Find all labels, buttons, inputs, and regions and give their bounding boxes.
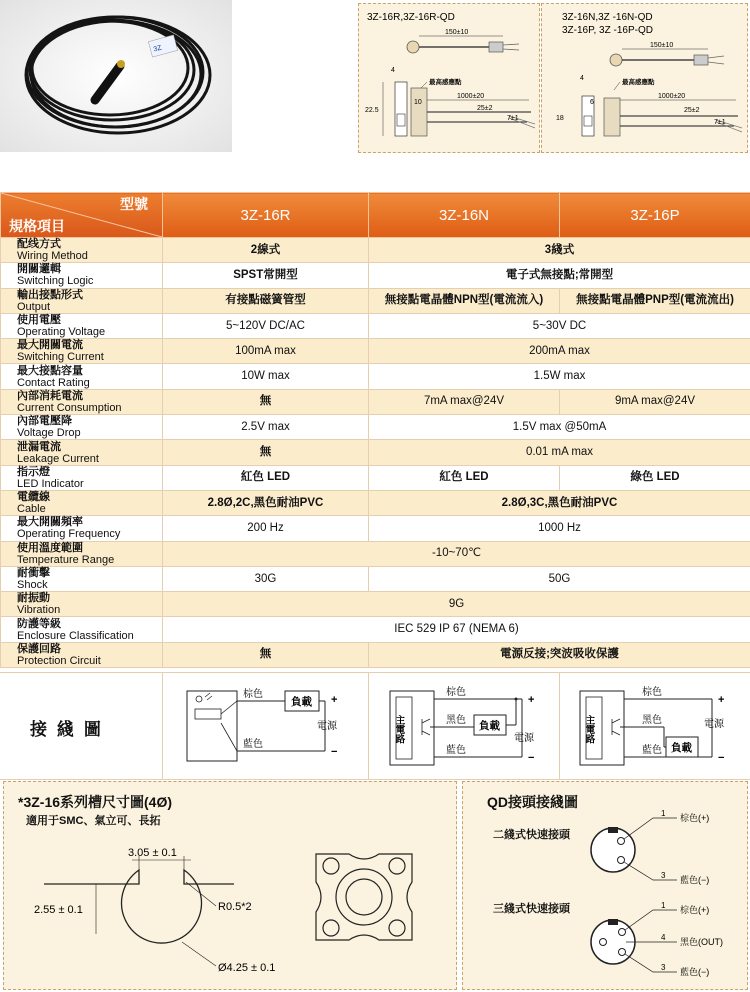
qd3-pin1-label: 棕色(+) — [680, 905, 710, 915]
model-header-r: 3Z-16R — [163, 193, 369, 238]
qd2-pin1-num: 1 — [661, 809, 666, 818]
n-minus-label: − — [528, 752, 535, 764]
panel-np-title-1: 3Z-16N,3Z -16N-QD — [562, 12, 653, 23]
row-label-zh: 內部電壓降 — [17, 415, 72, 428]
panel-r-max-sense: 最高感應點 — [429, 79, 462, 86]
cell-p: 綠色 LED — [560, 465, 750, 490]
table-row — [1, 364, 750, 389]
panel-np-dim-6: 6 — [590, 99, 594, 106]
cell-np: 3綫式 — [369, 238, 750, 263]
cell-n: 7mA max@24V — [369, 389, 560, 414]
cell-r: 無 — [163, 642, 369, 667]
row-label-zh: 防護等級 — [17, 617, 61, 630]
row-label-zh: 最大開關頻率 — [17, 516, 83, 529]
row-label-en: Contact Rating — [17, 376, 90, 389]
panel-np-title-2: 3Z-16P, 3Z -16P-QD — [562, 25, 653, 36]
wiring-diagram-row — [0, 672, 750, 780]
row-label-en: Current Consumption — [17, 401, 122, 414]
groove-dim-dia: Ø4.25 ± 0.1 — [218, 962, 276, 974]
row-label-zh: 耐振動 — [17, 592, 50, 605]
row-label-zh: 輸出接點形式 — [17, 288, 83, 301]
cell-np: 2.8Ø,3C,黑色耐油PVC — [369, 490, 750, 515]
qd2-pin3-num: 3 — [661, 871, 666, 880]
cell-r: 100mA max — [163, 339, 369, 364]
cell-np: 電子式無接點;常開型 — [369, 263, 750, 288]
row-label-zh: 最大接點容量 — [17, 364, 83, 377]
cell-all: -10~70℃ — [163, 541, 750, 566]
row-label-en: Protection Circuit — [17, 654, 101, 667]
corner-model-label: 型號 — [120, 196, 148, 212]
panel-np-dim-18: 18 — [556, 115, 564, 122]
r-minus-label: − — [331, 746, 338, 758]
table-row — [1, 465, 750, 490]
model-header-n: 3Z-16N — [369, 193, 560, 238]
table-row — [1, 592, 750, 617]
cell-np: 電源反接;突波吸收保護 — [369, 642, 750, 667]
p-power-label: 電源 — [704, 719, 724, 730]
p-black-label: 黑色 — [642, 715, 662, 726]
cell-all: IEC 529 IP 67 (NEMA 6) — [163, 617, 750, 642]
n-main-circuit-label: 主電路 — [393, 715, 405, 744]
row-label-en: Vibration — [17, 604, 61, 617]
row-label — [1, 617, 163, 642]
cell-p: 無接點電晶體PNP型(電流流出) — [560, 288, 750, 313]
sensor-tag-label: 3Z — [152, 44, 163, 54]
n-brown-label: 棕色 — [446, 687, 466, 698]
row-label — [1, 238, 163, 263]
table-row — [1, 516, 750, 541]
row-label — [1, 642, 163, 667]
cell-np: 50G — [369, 566, 750, 591]
table-row — [1, 339, 750, 364]
cell-n: 無接點電晶體NPN型(電流流入) — [369, 288, 560, 313]
row-label-en: Switching Current — [17, 351, 104, 364]
cell-all: 9G — [163, 592, 750, 617]
panel-np-dim-25: 25±2 — [684, 107, 700, 114]
groove-drawing — [4, 782, 456, 989]
row-label — [1, 566, 163, 591]
qd2-pin1-label: 棕色(+) — [680, 813, 710, 823]
panel-r-dim-4: 4 — [391, 67, 395, 74]
r-brown-label: 棕色 — [243, 689, 263, 700]
qd-connector-drawing — [463, 782, 747, 989]
row-label-en: Wiring Method — [17, 250, 88, 263]
row-label — [1, 490, 163, 515]
p-main-circuit-label: 主電路 — [583, 715, 595, 744]
cell-r: 2.5V max — [163, 415, 369, 440]
p-blue-label: 藍色 — [642, 745, 662, 756]
row-label-en: Operating Voltage — [17, 326, 106, 339]
row-label-zh: 配线方式 — [17, 238, 61, 251]
qd-title: QD接頭接綫圖 — [487, 794, 578, 810]
panel-np-dim-7: 7±1 — [714, 119, 726, 126]
cell-n: 紅色 LED — [369, 465, 560, 490]
cell-np: 5~30V DC — [369, 313, 750, 338]
cell-r: 10W max — [163, 364, 369, 389]
row-label-en: Leakage Current — [17, 452, 99, 465]
spec-table — [0, 192, 750, 668]
table-row — [1, 415, 750, 440]
row-label-zh: 使用溫度範圍 — [17, 541, 83, 554]
cell-np: 1.5W max — [369, 364, 750, 389]
row-label — [1, 415, 163, 440]
n-blue-label: 藍色 — [446, 745, 466, 756]
row-label-en: Enclosure Classification — [17, 629, 134, 642]
table-row — [1, 541, 750, 566]
qd3-pin3-label: 藍色(−) — [680, 967, 710, 977]
r-power-label: 電源 — [317, 721, 337, 732]
cell-r: 2線式 — [163, 238, 369, 263]
wiring-r-diagram — [185, 681, 360, 771]
panel-r-dim-22-5: 22.5 — [365, 107, 379, 114]
product-photo — [0, 0, 232, 152]
cell-np: 1.5V max @50mA — [369, 415, 750, 440]
row-label — [1, 592, 163, 617]
groove-dim-width: 3.05 ± 0.1 — [128, 847, 177, 859]
r-load-label: 負載 — [291, 696, 312, 708]
n-load-label: 負載 — [479, 720, 500, 732]
panel-r-dim-10: 10 — [414, 99, 422, 106]
row-label-zh: 保護回路 — [17, 642, 61, 655]
p-plus-label: + — [718, 694, 725, 706]
table-row — [1, 263, 750, 288]
panel-np-dim-1000: 1000±20 — [658, 93, 686, 100]
cell-r: 紅色 LED — [163, 465, 369, 490]
row-label — [1, 339, 163, 364]
panel-np-dim-4: 4 — [580, 75, 584, 82]
row-label-en: Voltage Drop — [17, 427, 81, 440]
row-label-zh: 耐衝擊 — [17, 567, 50, 579]
r-plus-label: + — [331, 694, 338, 706]
n-power-label: 電源 — [514, 733, 534, 744]
p-minus-label: − — [718, 752, 725, 764]
dimension-panel-np — [541, 3, 748, 153]
p-load-label: 負載 — [671, 742, 692, 754]
table-row — [1, 288, 750, 313]
row-label-zh: 泄漏電流 — [17, 440, 61, 453]
groove-dim-height: 2.55 ± 0.1 — [34, 904, 83, 916]
n-black-label: 黑色 — [446, 715, 466, 726]
panel-r-dim-150: 150±10 — [445, 29, 469, 36]
table-row — [1, 566, 750, 591]
table-row — [1, 238, 750, 263]
row-label-zh: 指示燈 — [17, 465, 50, 478]
groove-title: 3Z-16系列槽尺寸圖(4Ø) — [23, 794, 173, 810]
row-label — [1, 288, 163, 313]
cell-np: 0.01 mA max — [369, 440, 750, 465]
cell-r: 有接點磁簧管型 — [163, 288, 369, 313]
groove-star: * — [18, 794, 24, 810]
panel-np-dim-150: 150±10 — [650, 42, 674, 49]
qd3-pin4-num: 4 — [661, 933, 666, 942]
cell-r: 無 — [163, 389, 369, 414]
wiring-n-diagram — [384, 681, 554, 773]
row-label — [1, 263, 163, 288]
groove-dimension-panel — [3, 781, 457, 990]
groove-dim-radius: R0.5*2 — [218, 901, 252, 913]
cell-np: 1000 Hz — [369, 516, 750, 541]
cell-r: SPST常開型 — [163, 263, 369, 288]
row-label-zh: 開關邏輯 — [17, 263, 61, 276]
panel-np-max-sense: 最高感應點 — [622, 79, 655, 86]
cell-r: 5~120V DC/AC — [163, 313, 369, 338]
groove-subtitle: 適用于SMC、氣立可、長拓 — [26, 815, 161, 827]
row-label-zh: 內部消耗電流 — [17, 389, 83, 402]
row-label-en: LED Indicator — [17, 477, 84, 490]
row-label-en: Temperature Range — [17, 553, 115, 566]
row-label-en: Shock — [17, 579, 48, 591]
dimension-panel-r — [358, 3, 540, 153]
table-corner — [1, 193, 163, 238]
row-label-zh: 電纜線 — [17, 491, 50, 504]
row-label — [1, 516, 163, 541]
panel-r-dim-1000: 1000±20 — [457, 93, 485, 100]
wiring-p-diagram — [574, 681, 744, 773]
row-label-zh: 最大開關電流 — [17, 339, 83, 352]
row-label — [1, 440, 163, 465]
qd3-pin3-num: 3 — [661, 963, 666, 972]
row-label — [1, 389, 163, 414]
table-row — [1, 440, 750, 465]
row-label — [1, 313, 163, 338]
cell-r: 200 Hz — [163, 516, 369, 541]
p-brown-label: 棕色 — [642, 687, 662, 698]
cell-r: 30G — [163, 566, 369, 591]
model-header-p: 3Z-16P — [560, 193, 750, 238]
table-row — [1, 642, 750, 667]
row-label-en: Operating Frequency — [17, 528, 121, 541]
row-label — [1, 364, 163, 389]
qd-three-wire-label: 三綫式快速接頭 — [493, 903, 570, 915]
row-label-en: Switching Logic — [17, 275, 94, 288]
qd-wiring-panel — [462, 781, 748, 990]
row-label — [1, 541, 163, 566]
cell-r: 無 — [163, 440, 369, 465]
qd3-pin1-num: 1 — [661, 901, 666, 910]
r-blue-label: 藍色 — [243, 739, 263, 750]
table-row — [1, 313, 750, 338]
row-label — [1, 465, 163, 490]
table-row — [1, 490, 750, 515]
table-row — [1, 389, 750, 414]
row-label-zh: 使用電壓 — [17, 314, 61, 327]
panel-r-dim-7: 7±1 — [507, 115, 519, 122]
row-label-en: Cable — [17, 503, 46, 516]
table-row — [1, 617, 750, 642]
panel-r-title: 3Z-16R,3Z-16R-QD — [367, 12, 455, 23]
panel-r-dim-25: 25±2 — [477, 105, 493, 112]
qd-two-wire-label: 二綫式快速接頭 — [493, 829, 570, 841]
cell-np: 200mA max — [369, 339, 750, 364]
cell-p: 9mA max@24V — [560, 389, 750, 414]
n-plus-label: + — [528, 694, 535, 706]
qd2-pin3-label: 藍色(−) — [680, 875, 710, 885]
qd3-pin4-label: 黑色(OUT) — [680, 937, 723, 947]
wiring-label: 接 綫 圖 — [30, 720, 103, 740]
row-label-en: Output — [17, 300, 51, 313]
cell-r: 2.8Ø,2C,黑色耐油PVC — [163, 490, 369, 515]
corner-spec-label: 規格項目 — [9, 218, 65, 234]
